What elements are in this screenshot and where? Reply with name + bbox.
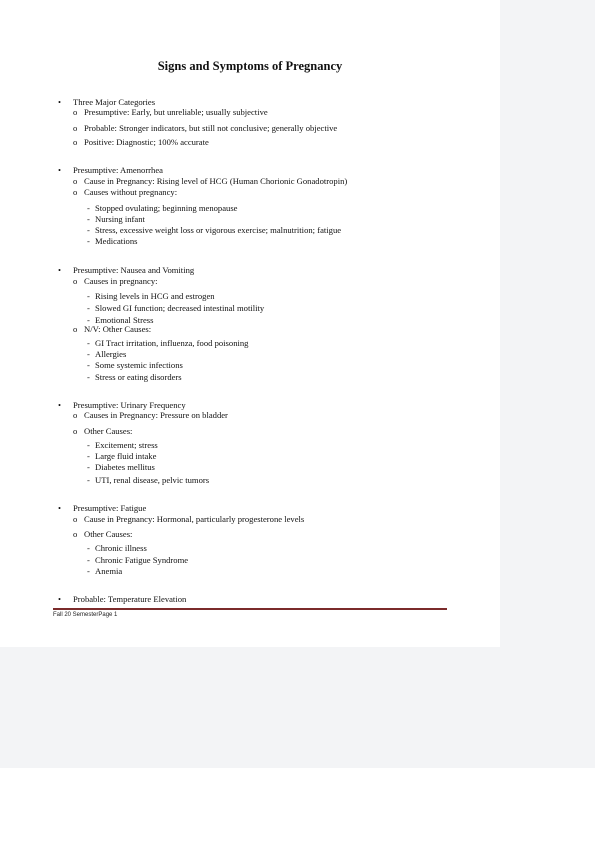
circle-bullet-icon: o: [73, 137, 78, 147]
circle-bullet-icon: o: [73, 176, 78, 186]
dash-bullet-icon: -: [87, 555, 90, 565]
detail-item: Stress or eating disorders: [95, 372, 182, 382]
sub-item: Cause in Pregnancy: Rising level of HCG (Human Chorionic Gonadotropin): [84, 176, 348, 186]
bullet-icon: •: [58, 503, 62, 513]
sub-item: Probable: Stronger indicators, but still not conclusive; generally objective: [84, 123, 338, 133]
dash-bullet-icon: -: [87, 372, 90, 382]
detail-item: GI Tract irritation, influenza, food poisoning: [95, 338, 249, 348]
circle-bullet-icon: o: [73, 324, 78, 334]
section-heading: Probable: Temperature Elevation: [73, 594, 187, 604]
detail-item: Allergies: [95, 349, 127, 359]
dash-bullet-icon: -: [87, 225, 90, 235]
dash-bullet-icon: -: [87, 462, 90, 472]
section-heading: Presumptive: Urinary Frequency: [73, 400, 186, 410]
page-footer: Fall 20 SemesterPage 1: [53, 612, 118, 618]
detail-item: Medications: [95, 236, 138, 246]
detail-item: Excitement; stress: [95, 440, 158, 450]
detail-item: Chronic illness: [95, 543, 147, 553]
bullet-icon: •: [58, 594, 62, 604]
dash-bullet-icon: -: [87, 203, 90, 213]
section-heading: Presumptive: Nausea and Vomiting: [73, 265, 195, 275]
detail-item: Anemia: [95, 566, 123, 576]
dash-bullet-icon: -: [87, 236, 90, 246]
sub-item: Other Causes:: [84, 529, 133, 539]
detail-item: Chronic Fatigue Syndrome: [95, 555, 189, 565]
dash-bullet-icon: -: [87, 338, 90, 348]
dash-bullet-icon: -: [87, 440, 90, 450]
detail-item: Large fluid intake: [95, 451, 157, 461]
detail-item: Some systemic infections: [95, 360, 183, 370]
detail-item: Stress, excessive weight loss or vigorous exercise; malnutrition; fatigue: [95, 225, 342, 235]
bullet-icon: •: [58, 165, 62, 175]
sub-item: Causes without pregnancy:: [84, 187, 178, 197]
dash-bullet-icon: -: [87, 349, 90, 359]
circle-bullet-icon: o: [73, 107, 78, 117]
section-heading: Presumptive: Fatigue: [73, 503, 147, 513]
circle-bullet-icon: o: [73, 529, 78, 539]
circle-bullet-icon: o: [73, 276, 78, 286]
circle-bullet-icon: o: [73, 187, 78, 197]
sub-item: Cause in Pregnancy: Hormonal, particularly progesterone levels: [84, 514, 305, 524]
bottom-margin-area: [0, 647, 595, 768]
circle-bullet-icon: o: [73, 123, 78, 133]
detail-item: Emotional Stress: [95, 315, 154, 325]
dash-bullet-icon: -: [87, 214, 90, 224]
detail-item: Diabetes mellitus: [95, 462, 155, 472]
page-title: Signs and Symptoms of Pregnancy: [157, 59, 343, 73]
dash-bullet-icon: -: [87, 360, 90, 370]
dash-bullet-icon: -: [87, 475, 90, 485]
section-heading: Three Major Categories: [73, 97, 156, 107]
bullet-icon: •: [58, 265, 62, 275]
dash-bullet-icon: -: [87, 315, 90, 325]
dash-bullet-icon: -: [87, 303, 90, 313]
bullet-icon: •: [58, 400, 62, 410]
dash-bullet-icon: -: [87, 566, 90, 576]
detail-item: UTI, renal disease, pelvic tumors: [95, 475, 210, 485]
detail-item: Rising levels in HCG and estrogen: [95, 291, 215, 301]
bullet-icon: •: [58, 97, 62, 107]
sub-item: Causes in pregnancy:: [84, 276, 158, 286]
footer-divider: [53, 608, 447, 610]
detail-item: Slowed GI function; decreased intestinal motility: [95, 303, 265, 313]
sub-item: Causes in Pregnancy: Pressure on bladder: [84, 410, 228, 420]
circle-bullet-icon: o: [73, 426, 78, 436]
section-heading: Presumptive: Amenorrhea: [73, 165, 163, 175]
dash-bullet-icon: -: [87, 451, 90, 461]
detail-item: Nursing infant: [95, 214, 145, 224]
sub-item: N/V: Other Causes:: [84, 324, 152, 334]
dash-bullet-icon: -: [87, 543, 90, 553]
detail-item: Stopped ovulating; beginning menopause: [95, 203, 238, 213]
sub-item: Presumptive: Early, but unreliable; usually subjective: [84, 107, 268, 117]
sub-item: Other Causes:: [84, 426, 133, 436]
sub-item: Positive: Diagnostic; 100% accurate: [84, 137, 209, 147]
circle-bullet-icon: o: [73, 410, 78, 420]
dash-bullet-icon: -: [87, 291, 90, 301]
circle-bullet-icon: o: [73, 514, 78, 524]
